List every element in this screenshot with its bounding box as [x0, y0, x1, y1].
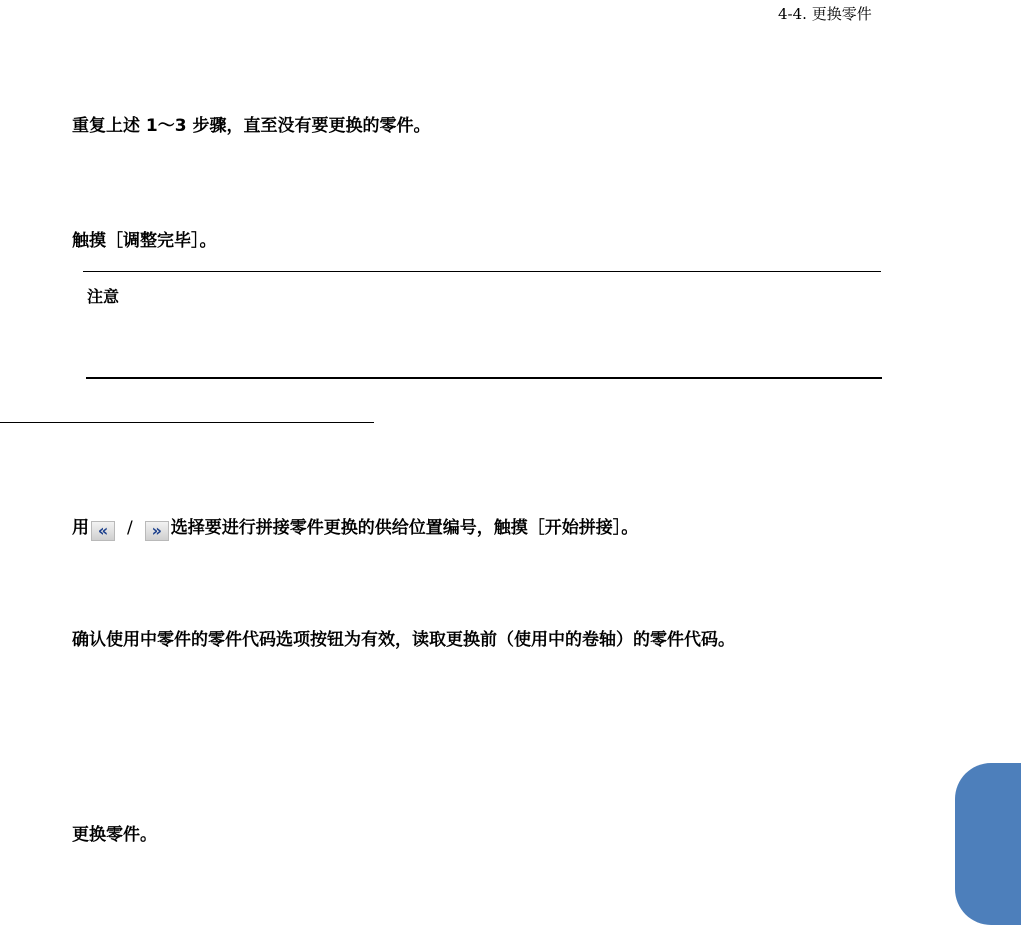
step-select-position [72, 517, 638, 541]
section-divider [0, 422, 374, 423]
step-repeat-text: 重复上述 1～3 步骤，直至没有要更换的零件。 [72, 116, 431, 136]
double-left-arrow-icon[interactable]: « [91, 521, 115, 541]
double-right-arrow-icon[interactable]: » [145, 521, 169, 541]
chapter-side-tab [955, 763, 1021, 925]
section-title: 4-4. 更换零件 [778, 5, 872, 23]
note-bottom-rule [86, 377, 882, 379]
step-touch-done-text: 触摸［调整完毕］。 [72, 231, 217, 251]
note-label: 注意 [87, 287, 120, 306]
step-select-prefix: 用 [72, 518, 89, 538]
step-replace-text: 更换零件。 [72, 825, 157, 845]
step-select-separator: / [127, 518, 133, 538]
note-top-rule [83, 271, 881, 272]
step-select-suffix: 选择要进行拼接零件更换的供给位置编号，触摸［开始拼接］。 [170, 518, 639, 538]
step-confirm-code-text: 确认使用中零件的零件代码选项按钮为有效，读取更换前（使用中的卷轴）的零件代码。 [72, 630, 735, 650]
